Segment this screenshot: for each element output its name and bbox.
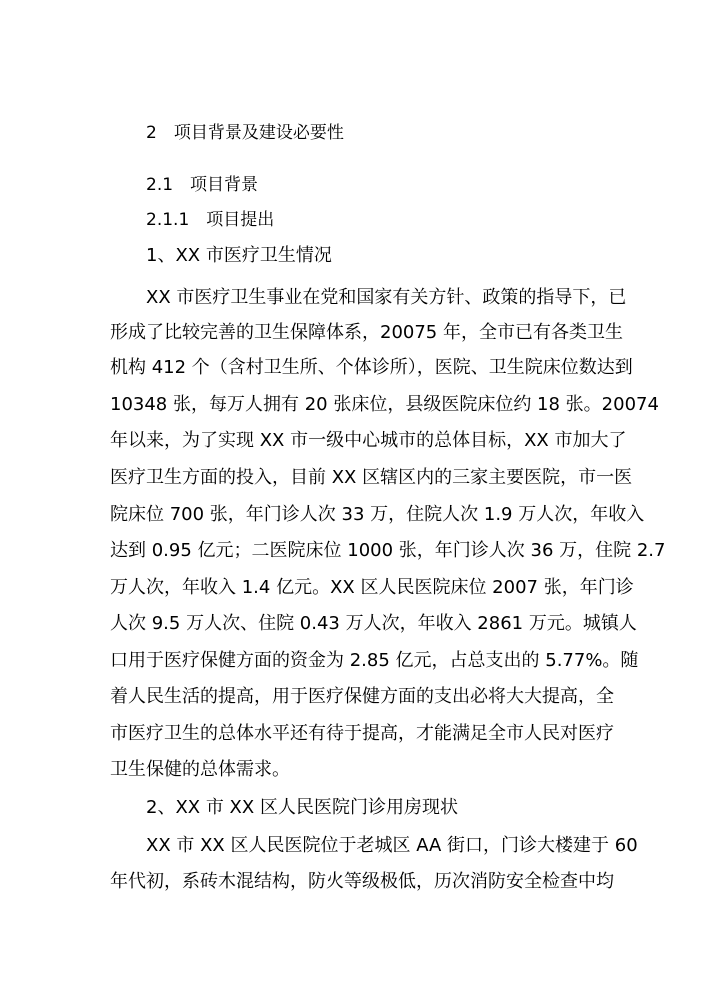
chapter-heading: 2 项目背景及建设必要性 [146, 123, 344, 143]
item-1-heading: 1、XX 市医疗卫生情况 [146, 245, 332, 266]
subsection-heading: 2.1.1 项目提出 [146, 210, 275, 230]
paragraph-2-line: XX 市 XX 区人民医院位于老城区 AA 街口，门诊大楼建于 60 [146, 835, 638, 856]
paragraph-1-line: 着人民生活的提高，用于医疗保健方面的支出必将大大提高，全 [110, 686, 614, 707]
paragraph-1-line: 形成了比较完善的卫生保障体系，20075 年，全市已有各类卫生 [110, 322, 623, 343]
paragraph-1-line: 年以来，为了实现 XX 市一级中心城市的总体目标，XX 市加大了 [110, 430, 627, 451]
paragraph-1-line: 医疗卫生方面的投入，目前 XX 区辖区内的三家主要医院，市一医 [110, 467, 633, 488]
paragraph-2-line: 年代初，系砖木混结构，防火等级极低，历次消防安全检查中均 [110, 871, 614, 892]
paragraph-1-line: 卫生保健的总体需求。 [110, 759, 290, 780]
item-2-heading: 2、XX 市 XX 区人民医院门诊用房现状 [146, 797, 458, 818]
paragraph-1-line: 机构 412 个（含村卫生所、个体诊所），医院、卫生院床位数达到 [110, 357, 633, 378]
paragraph-1-line: 口用于医疗保健方面的资金为 2.85 亿元，占总支出的 5.77%。随 [110, 650, 639, 671]
section-heading: 2.1 项目背景 [146, 175, 259, 195]
paragraph-1-line: 市医疗卫生的总体水平还有待于提高，才能满足全市人民对医疗 [110, 723, 614, 744]
paragraph-1-line: 达到 0.95 亿元；二医院床位 1000 张，年门诊人次 36 万，住院 2.7 [110, 540, 666, 561]
paragraph-1-line: 10348 张，每万人拥有 20 张床位，县级医院床位约 18 张。20074 [110, 394, 659, 415]
paragraph-1-line: 万人次，年收入 1.4 亿元。XX 区人民医院床位 2007 张，年门诊 [110, 577, 634, 598]
paragraph-1-line: XX 市医疗卫生事业在党和国家有关方针、政策的指导下，已 [146, 287, 627, 308]
paragraph-1-line: 院床位 700 张，年门诊人次 33 万，住院人次 1.9 万人次，年收入 [110, 504, 645, 525]
paragraph-1-line: 人次 9.5 万人次、住院 0.43 万人次，年收入 2861 万元。城镇人 [110, 613, 637, 634]
